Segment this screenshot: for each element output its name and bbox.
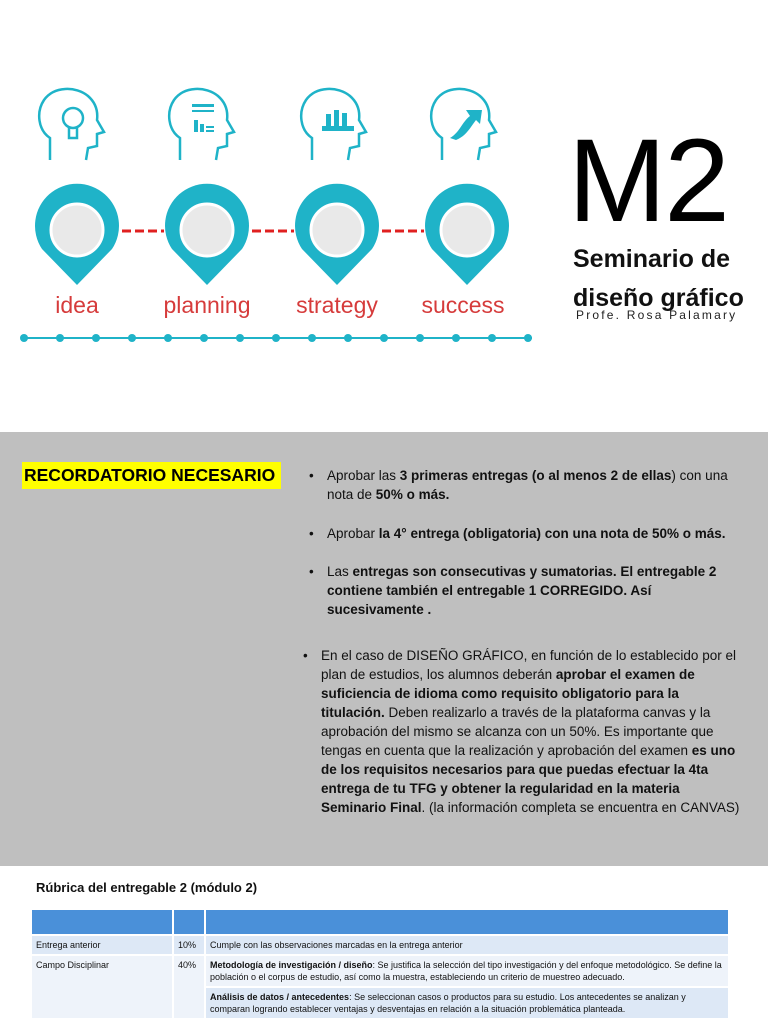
reminder-bullet <box>305 562 750 619</box>
pin-markers <box>35 184 509 285</box>
weight-cell: 40% <box>174 956 204 1018</box>
rubric-slide <box>0 866 768 1024</box>
course-title <box>573 240 744 318</box>
bullet-bold-text: la 4° entrega (obligatoria) con una nota de 50% o más. <box>378 526 726 541</box>
rubric-header-cell <box>174 910 204 934</box>
description-text: : Se seleccionan casos o productos para su estudio. Los antecedentes se analizan y comparan logrando establecer ventajas y desventajas en relación a la situación problemática planteada. <box>210 992 686 1014</box>
description-bold: Metodología de investigación / diseño <box>210 960 373 970</box>
bullet-text: Las <box>327 564 353 579</box>
professor-name: Profe. Rosa Palamary <box>576 308 738 322</box>
rubric-title: Rúbrica del entregable 2 (módulo 2) <box>36 880 258 895</box>
arrow-head-icon <box>431 89 496 160</box>
description-cell <box>206 988 728 1018</box>
description-text: Cumple con las observaciones marcadas en la entrega anterior <box>210 940 463 950</box>
course-title-line1: Seminario de <box>573 245 730 273</box>
rubric-header-row <box>32 910 728 934</box>
rubric-header-cell <box>206 910 728 934</box>
step-label-strategy: strategy <box>296 292 378 318</box>
reminder-bullet <box>299 646 744 817</box>
title-slide <box>0 0 768 432</box>
table-row <box>32 936 728 954</box>
description-cell <box>206 936 728 954</box>
reminder-title: RECORDATORIO NECESARIO <box>22 462 281 489</box>
bullet-text: Aprobar <box>327 526 379 541</box>
rubric-header-cell <box>32 910 172 934</box>
bullet-text: ) con una nota de <box>327 468 728 502</box>
description-text: : Se justifica la selección del tipo investigación y del enfoque metodológico. Se define la población o el corpus de estudio, así como la muestra, estableciendo un criterio de muestreo adecuado. <box>210 960 722 982</box>
reminder-slide <box>0 432 768 866</box>
rubric-table <box>30 908 730 1020</box>
description-cell <box>206 956 728 986</box>
weight-cell: 10% <box>174 936 204 954</box>
bullet-bold-text: aprobar el examen de suficiencia de idioma como requisito obligatorio para la titulación. <box>321 667 695 720</box>
bullet-bold-text: es uno de los requisitos necesarios para que puedas efectuar la 4ta entrega de tu TFG y obtener la regularidad en la materia Seminario Final <box>321 743 736 815</box>
step-label-idea: idea <box>55 292 99 318</box>
step-label-planning: planning <box>163 292 251 318</box>
description-bold: Análisis de datos / antecedentes <box>210 992 350 1002</box>
course-title-line2: diseño gráfico <box>573 284 744 312</box>
lightbulb-head-icon <box>39 89 104 160</box>
reminder-bullet <box>305 466 750 504</box>
criterion-cell: Campo Disciplinar <box>32 956 172 1018</box>
criterion-cell: Entrega anterior <box>32 936 172 954</box>
bullet-bold-text: 50% o más. <box>375 487 450 502</box>
table-row <box>32 956 728 986</box>
module-number: M2 <box>568 115 728 247</box>
step-label-success: success <box>421 292 505 318</box>
bullet-bold-text: 3 primeras entregas (o al menos 2 de ellas <box>399 468 672 483</box>
document-head-icon <box>169 89 234 160</box>
bullet-text: Aprobar las <box>327 468 400 483</box>
chess-head-icon <box>301 89 366 160</box>
reminder-bullet <box>305 524 750 543</box>
bullet-text: En el caso de DISEÑO GRÁFICO, en función de lo establecido por el plan de estudios, los alumnos deberán <box>321 648 736 682</box>
timeline <box>20 334 532 342</box>
bullet-text: . (la información completa se encuentra en CANVAS) <box>421 800 740 815</box>
bullet-bold-text: entregas son consecutivas y sumatorias. El entregable 2 contiene también el entregable 1 CORREGIDO. Así sucesivamente . <box>327 564 717 617</box>
bullet-text: Deben realizarlo a través de la plataforma canvas y la aprobación del mismo se alcanza con un 50%. Es importante que tengas en cuenta que la realización y aprobación del examen <box>321 705 714 758</box>
